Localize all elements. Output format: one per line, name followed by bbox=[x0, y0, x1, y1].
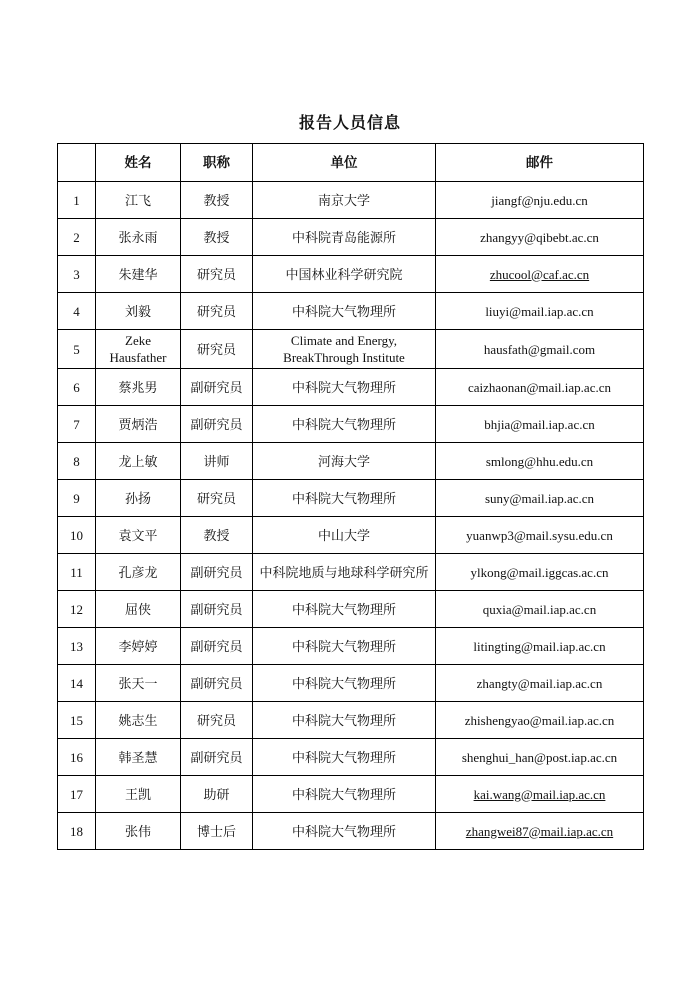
email-text: smlong@hhu.edu.cn bbox=[485, 453, 594, 469]
job-title-cell: 副研究员 bbox=[181, 739, 253, 776]
job-title-cell: 副研究员 bbox=[181, 628, 253, 665]
header-email: 邮件 bbox=[436, 144, 644, 182]
row-number-cell: 11 bbox=[58, 554, 96, 591]
personnel-table bbox=[57, 143, 644, 850]
job-title-cell: 教授 bbox=[181, 517, 253, 554]
row-number-cell: 13 bbox=[58, 628, 96, 665]
email-cell bbox=[436, 480, 644, 517]
table-row bbox=[58, 480, 644, 517]
name-cell: 江飞 bbox=[96, 182, 181, 219]
affiliation-cell: 南京大学 bbox=[253, 182, 436, 219]
job-title-cell: 研究员 bbox=[181, 293, 253, 330]
email-cell bbox=[436, 443, 644, 480]
job-title-cell: 讲师 bbox=[181, 443, 253, 480]
email-text: litingting@mail.iap.ac.cn bbox=[473, 638, 606, 654]
email-text: zhishengyao@mail.iap.ac.cn bbox=[464, 712, 615, 728]
email-text: liuyi@mail.iap.ac.cn bbox=[485, 303, 594, 319]
row-number-cell: 2 bbox=[58, 219, 96, 256]
email-cell bbox=[436, 406, 644, 443]
row-number-cell: 1 bbox=[58, 182, 96, 219]
table-row bbox=[58, 628, 644, 665]
affiliation-cell: 中科院青岛能源所 bbox=[253, 219, 436, 256]
email-link[interactable]: zhucool@caf.ac.cn bbox=[489, 266, 590, 282]
email-text: hausfath@gmail.com bbox=[483, 341, 596, 357]
email-text: zhangyy@qibebt.ac.cn bbox=[480, 229, 599, 245]
email-text: yuanwp3@mail.sysu.edu.cn bbox=[466, 527, 613, 543]
job-title-cell: 研究员 bbox=[181, 256, 253, 293]
affiliation-cell: 中科院大气物理所 bbox=[253, 591, 436, 628]
table-row bbox=[58, 591, 644, 628]
table-row bbox=[58, 443, 644, 480]
table-row bbox=[58, 776, 644, 813]
email-cell bbox=[436, 776, 644, 813]
affiliation-cell: 中科院大气物理所 bbox=[253, 776, 436, 813]
affiliation-cell: 中科院大气物理所 bbox=[253, 480, 436, 517]
email-cell bbox=[436, 330, 644, 369]
row-number-cell: 7 bbox=[58, 406, 96, 443]
header-name: 姓名 bbox=[96, 144, 181, 182]
table-row bbox=[58, 293, 644, 330]
table-row bbox=[58, 665, 644, 702]
header-row bbox=[58, 144, 644, 182]
job-title-cell: 研究员 bbox=[181, 702, 253, 739]
affiliation-cell: 中山大学 bbox=[253, 517, 436, 554]
name-cell: 王凯 bbox=[96, 776, 181, 813]
job-title-cell: 副研究员 bbox=[181, 369, 253, 406]
email-cell bbox=[436, 739, 644, 776]
job-title-cell: 研究员 bbox=[181, 480, 253, 517]
name-cell: 孙扬 bbox=[96, 480, 181, 517]
affiliation-cell: 中科院大气物理所 bbox=[253, 406, 436, 443]
job-title-cell: 教授 bbox=[181, 182, 253, 219]
row-number-cell: 9 bbox=[58, 480, 96, 517]
affiliation-cell: 中科院大气物理所 bbox=[253, 369, 436, 406]
job-title-cell: 副研究员 bbox=[181, 406, 253, 443]
affiliation-cell: 中国林业科学研究院 bbox=[253, 256, 436, 293]
affiliation-cell: 中科院大气物理所 bbox=[253, 628, 436, 665]
name-cell: 刘毅 bbox=[96, 293, 181, 330]
table-row bbox=[58, 406, 644, 443]
row-number-cell: 12 bbox=[58, 591, 96, 628]
table-row bbox=[58, 702, 644, 739]
table-row bbox=[58, 554, 644, 591]
page-title: 报告人员信息 bbox=[298, 115, 401, 132]
name-cell: 朱建华 bbox=[96, 256, 181, 293]
header-number bbox=[58, 144, 96, 182]
affiliation-cell: 中科院大气物理所 bbox=[253, 813, 436, 850]
table-row bbox=[58, 813, 644, 850]
job-title-cell: 副研究员 bbox=[181, 665, 253, 702]
table-row bbox=[58, 739, 644, 776]
email-link[interactable]: kai.wang@mail.iap.ac.cn bbox=[473, 786, 606, 802]
job-title-cell: 研究员 bbox=[181, 330, 253, 369]
table-row bbox=[58, 219, 644, 256]
affiliation-cell: 中科院大气物理所 bbox=[253, 702, 436, 739]
row-number-cell: 3 bbox=[58, 256, 96, 293]
name-cell: 张天一 bbox=[96, 665, 181, 702]
header-title: 职称 bbox=[181, 144, 253, 182]
table-row bbox=[58, 369, 644, 406]
row-number-cell: 16 bbox=[58, 739, 96, 776]
header-affiliation: 单位 bbox=[253, 144, 436, 182]
email-cell bbox=[436, 219, 644, 256]
email-text: ylkong@mail.iggcas.ac.cn bbox=[470, 564, 609, 580]
row-number-cell: 6 bbox=[58, 369, 96, 406]
table-row bbox=[58, 330, 644, 369]
affiliation-cell: 河海大学 bbox=[253, 443, 436, 480]
email-cell bbox=[436, 182, 644, 219]
email-cell bbox=[436, 554, 644, 591]
name-cell: 张伟 bbox=[96, 813, 181, 850]
email-cell bbox=[436, 517, 644, 554]
email-text: caizhaonan@mail.iap.ac.cn bbox=[468, 379, 611, 395]
affiliation-cell: 中科院地质与地球科学研究所 bbox=[253, 554, 436, 591]
job-title-cell: 副研究员 bbox=[181, 554, 253, 591]
email-text: suny@mail.iap.ac.cn bbox=[484, 490, 595, 506]
table-row bbox=[58, 182, 644, 219]
row-number-cell: 4 bbox=[58, 293, 96, 330]
table-row bbox=[58, 517, 644, 554]
email-cell bbox=[436, 369, 644, 406]
name-cell: 韩圣慧 bbox=[96, 739, 181, 776]
affiliation-cell: 中科院大气物理所 bbox=[253, 739, 436, 776]
row-number-cell: 10 bbox=[58, 517, 96, 554]
affiliation-cell: 中科院大气物理所 bbox=[253, 665, 436, 702]
email-text: shenghui_han@post.iap.ac.cn bbox=[461, 749, 618, 765]
job-title-cell: 副研究员 bbox=[181, 591, 253, 628]
row-number-cell: 17 bbox=[58, 776, 96, 813]
job-title-cell: 博士后 bbox=[181, 813, 253, 850]
email-cell bbox=[436, 665, 644, 702]
name-cell: 蔡兆男 bbox=[96, 369, 181, 406]
table-row bbox=[58, 256, 644, 293]
name-cell: 袁文平 bbox=[96, 517, 181, 554]
name-cell: 张永雨 bbox=[96, 219, 181, 256]
row-number-cell: 8 bbox=[58, 443, 96, 480]
email-cell bbox=[436, 702, 644, 739]
name-cell: 龙上敏 bbox=[96, 443, 181, 480]
row-number-cell: 15 bbox=[58, 702, 96, 739]
row-number-cell: 14 bbox=[58, 665, 96, 702]
email-text: bhjia@mail.iap.ac.cn bbox=[484, 416, 595, 432]
affiliation-cell: Climate and Energy, BreakThrough Institute bbox=[253, 330, 436, 369]
job-title-cell: 教授 bbox=[181, 219, 253, 256]
job-title-cell: 助研 bbox=[181, 776, 253, 813]
name-cell: Zeke Hausfather bbox=[96, 330, 181, 369]
email-cell bbox=[436, 293, 644, 330]
row-number-cell: 5 bbox=[58, 330, 96, 369]
name-cell: 李婷婷 bbox=[96, 628, 181, 665]
email-cell bbox=[436, 591, 644, 628]
name-cell: 屈侠 bbox=[96, 591, 181, 628]
email-link[interactable]: zhangwei87@mail.iap.ac.cn bbox=[465, 823, 614, 839]
email-text: quxia@mail.iap.ac.cn bbox=[482, 601, 597, 617]
email-text: zhangty@mail.iap.ac.cn bbox=[476, 675, 603, 691]
email-cell bbox=[436, 813, 644, 850]
affiliation-cell: 中科院大气物理所 bbox=[253, 293, 436, 330]
row-number-cell: 18 bbox=[58, 813, 96, 850]
name-cell: 贾炳浩 bbox=[96, 406, 181, 443]
table-header bbox=[58, 144, 644, 182]
email-cell bbox=[436, 628, 644, 665]
name-cell: 姚志生 bbox=[96, 702, 181, 739]
name-cell: 孔彦龙 bbox=[96, 554, 181, 591]
email-cell bbox=[436, 256, 644, 293]
email-text: jiangf@nju.edu.cn bbox=[491, 192, 588, 208]
table-body bbox=[58, 182, 644, 850]
